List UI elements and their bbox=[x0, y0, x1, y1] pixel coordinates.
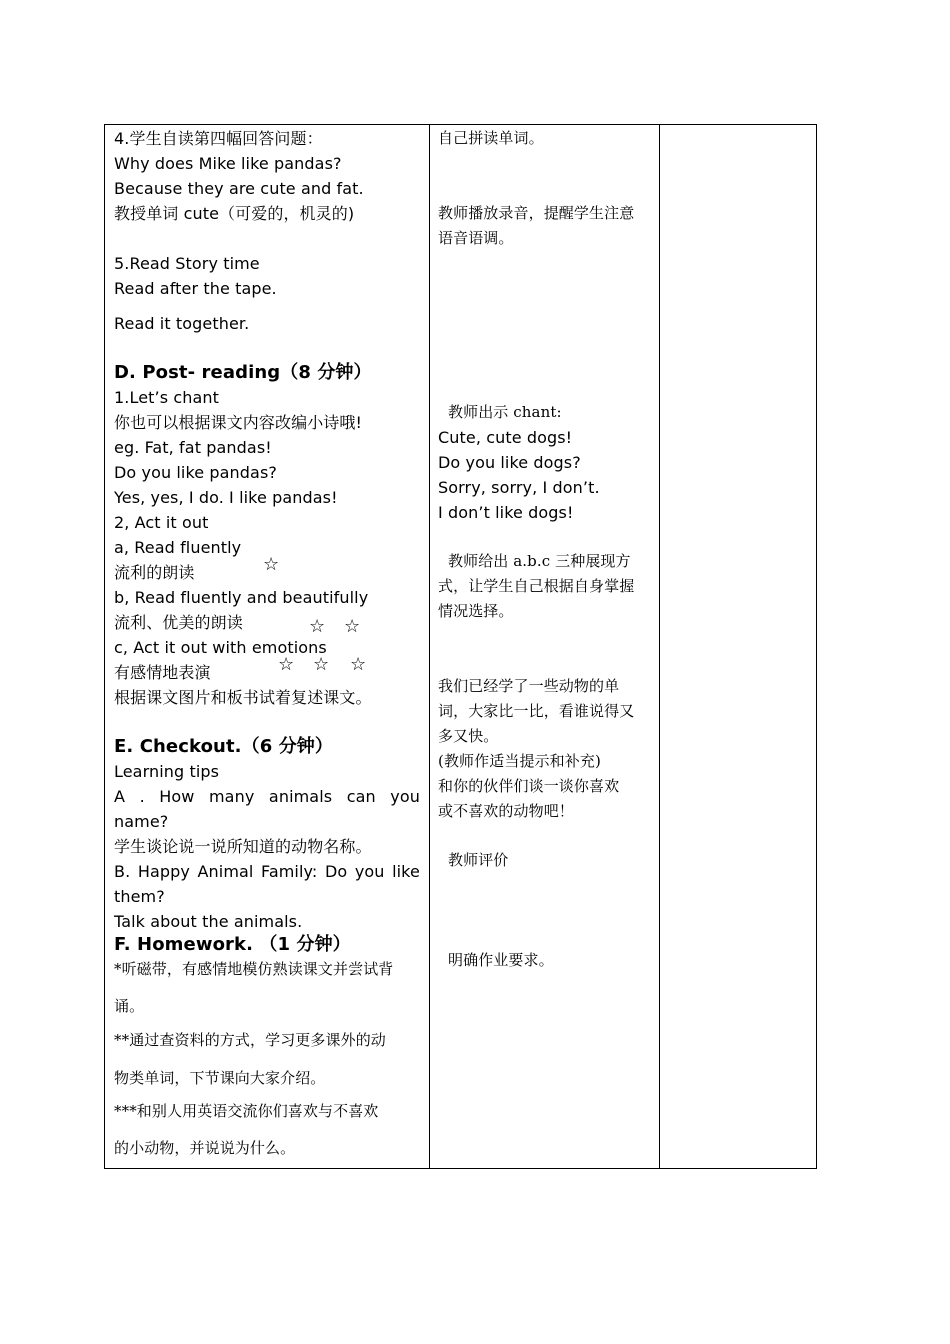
procedure-column bbox=[105, 125, 429, 1168]
text-line: 明确作业要求。 bbox=[448, 951, 554, 969]
word: Happy bbox=[137, 862, 190, 881]
text-line: Because they are cute and fat. bbox=[114, 179, 364, 198]
section-heading-post-reading: D. Post- reading（8 分钟） bbox=[114, 362, 372, 383]
justified-line bbox=[114, 859, 420, 884]
text-line: Sorry, sorry, I don’t. bbox=[438, 478, 600, 497]
text-line: 物类单词，下节课向大家介绍。 bbox=[114, 1069, 326, 1087]
star-icon: ☆ bbox=[313, 654, 330, 675]
text-line: 5.Read Story time bbox=[114, 254, 260, 273]
text-line: 2, Act it out bbox=[114, 513, 209, 532]
text-line: Talk about the animals. bbox=[114, 912, 303, 931]
text-line: 语音语调。 bbox=[438, 229, 514, 247]
text-line: 情况选择。 bbox=[438, 602, 514, 620]
text-line: 或不喜欢的动物吧！ bbox=[438, 802, 574, 820]
text-line: 教师给出 a.b.c 三种展现方 bbox=[448, 552, 631, 570]
text-line: them? bbox=[114, 887, 165, 906]
text-line: 你也可以根据课文内容改编小诗哦! bbox=[114, 413, 363, 432]
word: Family: bbox=[261, 862, 318, 881]
word: like bbox=[392, 862, 420, 881]
text-line: 流利的朗读 bbox=[114, 563, 195, 582]
text-line: **通过查资料的方式，学习更多课外的动 bbox=[114, 1031, 386, 1049]
word: animals bbox=[268, 787, 333, 806]
word: you bbox=[354, 862, 385, 881]
text-line: 多又快。 bbox=[438, 727, 499, 745]
text-line: I don’t like dogs! bbox=[438, 503, 574, 522]
text-line: 和你的伙伴们谈一谈你喜欢 bbox=[438, 777, 620, 795]
text-line: Do you like dogs? bbox=[438, 453, 581, 472]
text-line: 流利、优美的朗读 bbox=[114, 613, 243, 632]
word: . bbox=[139, 787, 145, 806]
text-line: eg. Fat, fat pandas! bbox=[114, 438, 272, 457]
text-line: 教师评价 bbox=[448, 851, 509, 869]
text-line: a, Read fluently bbox=[114, 538, 242, 557]
text-line: Read it together. bbox=[114, 314, 250, 333]
text-line: b, Read fluently and beautifully bbox=[114, 588, 369, 607]
text-line: 词，大家比一比，看谁说得又 bbox=[438, 702, 635, 720]
text-line: 学生谈论说一说所知道的动物名称。 bbox=[114, 837, 372, 856]
word: many bbox=[209, 787, 255, 806]
text-line: 式，让学生自己根据自身掌握 bbox=[438, 577, 635, 595]
text-line: *听磁带，有感情地模仿熟读课文并尝试背 bbox=[114, 960, 394, 978]
text-line: 诵。 bbox=[114, 997, 145, 1015]
text-line: 自己拼读单词。 bbox=[438, 129, 544, 147]
text-line: Cute, cute dogs! bbox=[438, 428, 573, 447]
section-heading-checkout: E. Checkout.（6 分钟） bbox=[114, 736, 334, 757]
lesson-plan-table bbox=[104, 124, 817, 1169]
star-icon: ☆ bbox=[344, 616, 361, 637]
word: How bbox=[159, 787, 195, 806]
notes-column bbox=[660, 125, 817, 1168]
word: Do bbox=[324, 862, 348, 881]
text-line: Yes, yes, I do. I like pandas! bbox=[114, 488, 338, 507]
word: you bbox=[390, 787, 420, 806]
text-line: Read after the tape. bbox=[114, 279, 277, 298]
text-line: 有感情地表演 bbox=[114, 663, 211, 682]
text-line: 4.学生自读第四幅回答问题： bbox=[114, 129, 323, 148]
star-icon: ☆ bbox=[263, 554, 280, 575]
word: A bbox=[114, 787, 126, 806]
star-icon: ☆ bbox=[278, 654, 295, 675]
text-line: 的小动物，并说说为什么。 bbox=[114, 1139, 296, 1157]
text-line: 我们已经学了一些动物的单 bbox=[438, 677, 620, 695]
text-line: 教授单词 cute（可爱的，机灵的) bbox=[114, 204, 355, 223]
text-line: 教师出示 chant: bbox=[448, 403, 562, 421]
text-line: ***和别人用英语交流你们喜欢与不喜欢 bbox=[114, 1102, 379, 1120]
word: Animal bbox=[197, 862, 254, 881]
word: can bbox=[346, 787, 376, 806]
text-line: 1.Let’s chant bbox=[114, 388, 219, 407]
justified-line bbox=[114, 784, 420, 809]
text-line: name? bbox=[114, 812, 169, 831]
text-line: (教师作适当提示和补充) bbox=[438, 752, 601, 770]
star-icon: ☆ bbox=[309, 616, 326, 637]
text-line: Learning tips bbox=[114, 762, 220, 781]
teacher-activity-column bbox=[430, 125, 659, 1168]
word: B. bbox=[114, 862, 131, 881]
text-line: 根据课文图片和板书试着复述课文。 bbox=[114, 688, 372, 707]
star-icon: ☆ bbox=[350, 654, 367, 675]
text-line: 教师播放录音，提醒学生注意 bbox=[438, 204, 635, 222]
text-line: c, Act it out with emotions bbox=[114, 638, 327, 657]
section-heading-homework: F. Homework. （1 分钟） bbox=[114, 934, 351, 955]
text-line: Why does Mike like pandas? bbox=[114, 154, 342, 173]
text-line: Do you like pandas? bbox=[114, 463, 277, 482]
